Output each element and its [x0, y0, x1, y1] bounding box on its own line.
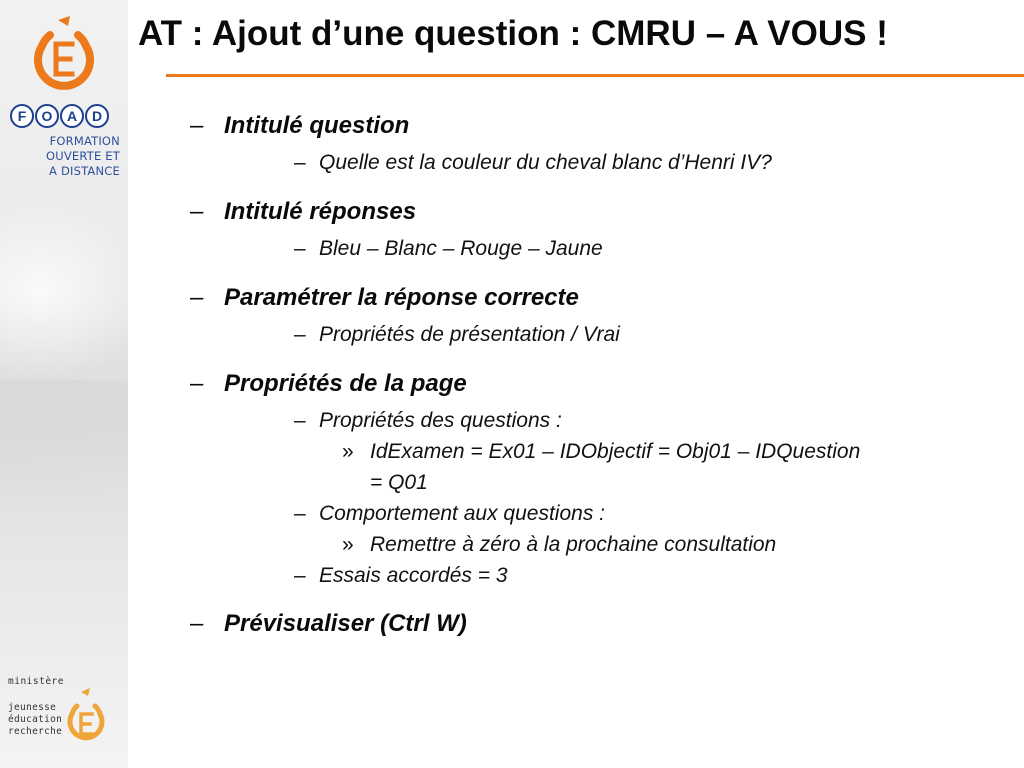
foad-letter-a: A	[60, 104, 84, 128]
ministere-label: ministère	[8, 676, 64, 687]
ministere-lines: jeunesse éducation recherche	[8, 702, 63, 737]
foad-caption: FORMATION OUVERTE ET A DISTANCE	[46, 134, 120, 178]
slide-title: AT : Ajout d’une question : CMRU – A VOUS !	[138, 14, 888, 53]
foad-letter-f: F	[10, 104, 34, 128]
foad-letter-d: D	[85, 104, 109, 128]
foad-letter-o: O	[35, 104, 59, 128]
slide-content: – Intitulé question – Quelle est la couleur du cheval blanc d’Henri IV? – Intitulé réponses – Bleu – Blanc – Rouge – Jaune – Paramétrer la réponse correcte – Propriétés de présentation / Vrai – Propriétés de la page – Propriétés des questions : » IdExamen = Ex01 – IDObjectif = Obj01 – IDQuestion = Q01 – Comportement aux questions : » Remettre à zéro à la prochaine consultation – Essais accordés = 3 – Prévisualiser (Ctrl W)	[190, 112, 861, 637]
